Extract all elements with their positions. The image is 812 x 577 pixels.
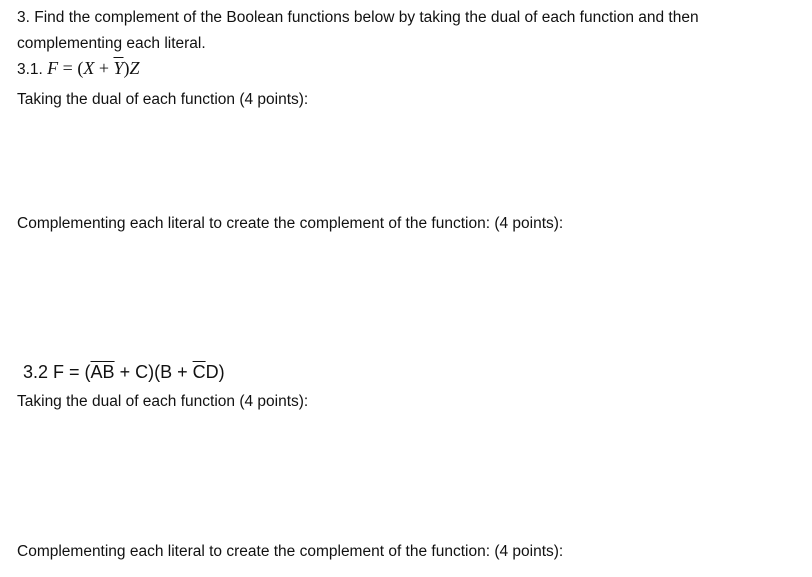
a-bar-literal: $\overline{A}$: [90, 362, 103, 382]
formula-3-1: $F = (X + \overline{Y})Z$: [47, 58, 140, 78]
part-3-2-dual-prompt: Taking the dual of each function (4 points):: [17, 393, 309, 410]
question-intro-line-1: 3. Find the complement of the Boolean functions below by taking the dual of each function and then: [17, 9, 699, 26]
part-3-2-formula: 3.2 $F = (\overline{A}\overline{B} + C)(B + \overline{C}D)$: [23, 362, 225, 382]
part-3-1-dual-prompt: Taking the dual of each function (4 points):: [17, 91, 309, 108]
part-3-1-formula: [17, 58, 140, 80]
part-3-1-complement-prompt: Complementing each literal to create the complement of the function: (4 points):: [17, 215, 564, 232]
part-3-2-complement-prompt: Complementing each literal to create the complement of the function: (4 points):: [17, 543, 564, 560]
b-bar-literal: $\overline{B}$: [102, 362, 115, 382]
y-bar-literal: $\overline{Y}$: [113, 58, 124, 78]
question-intro-line-2: complementing each literal.: [17, 35, 206, 52]
c-bar-literal: $\overline{C}$: [192, 362, 206, 382]
part-3-1-number: 3.1.: [17, 61, 43, 78]
